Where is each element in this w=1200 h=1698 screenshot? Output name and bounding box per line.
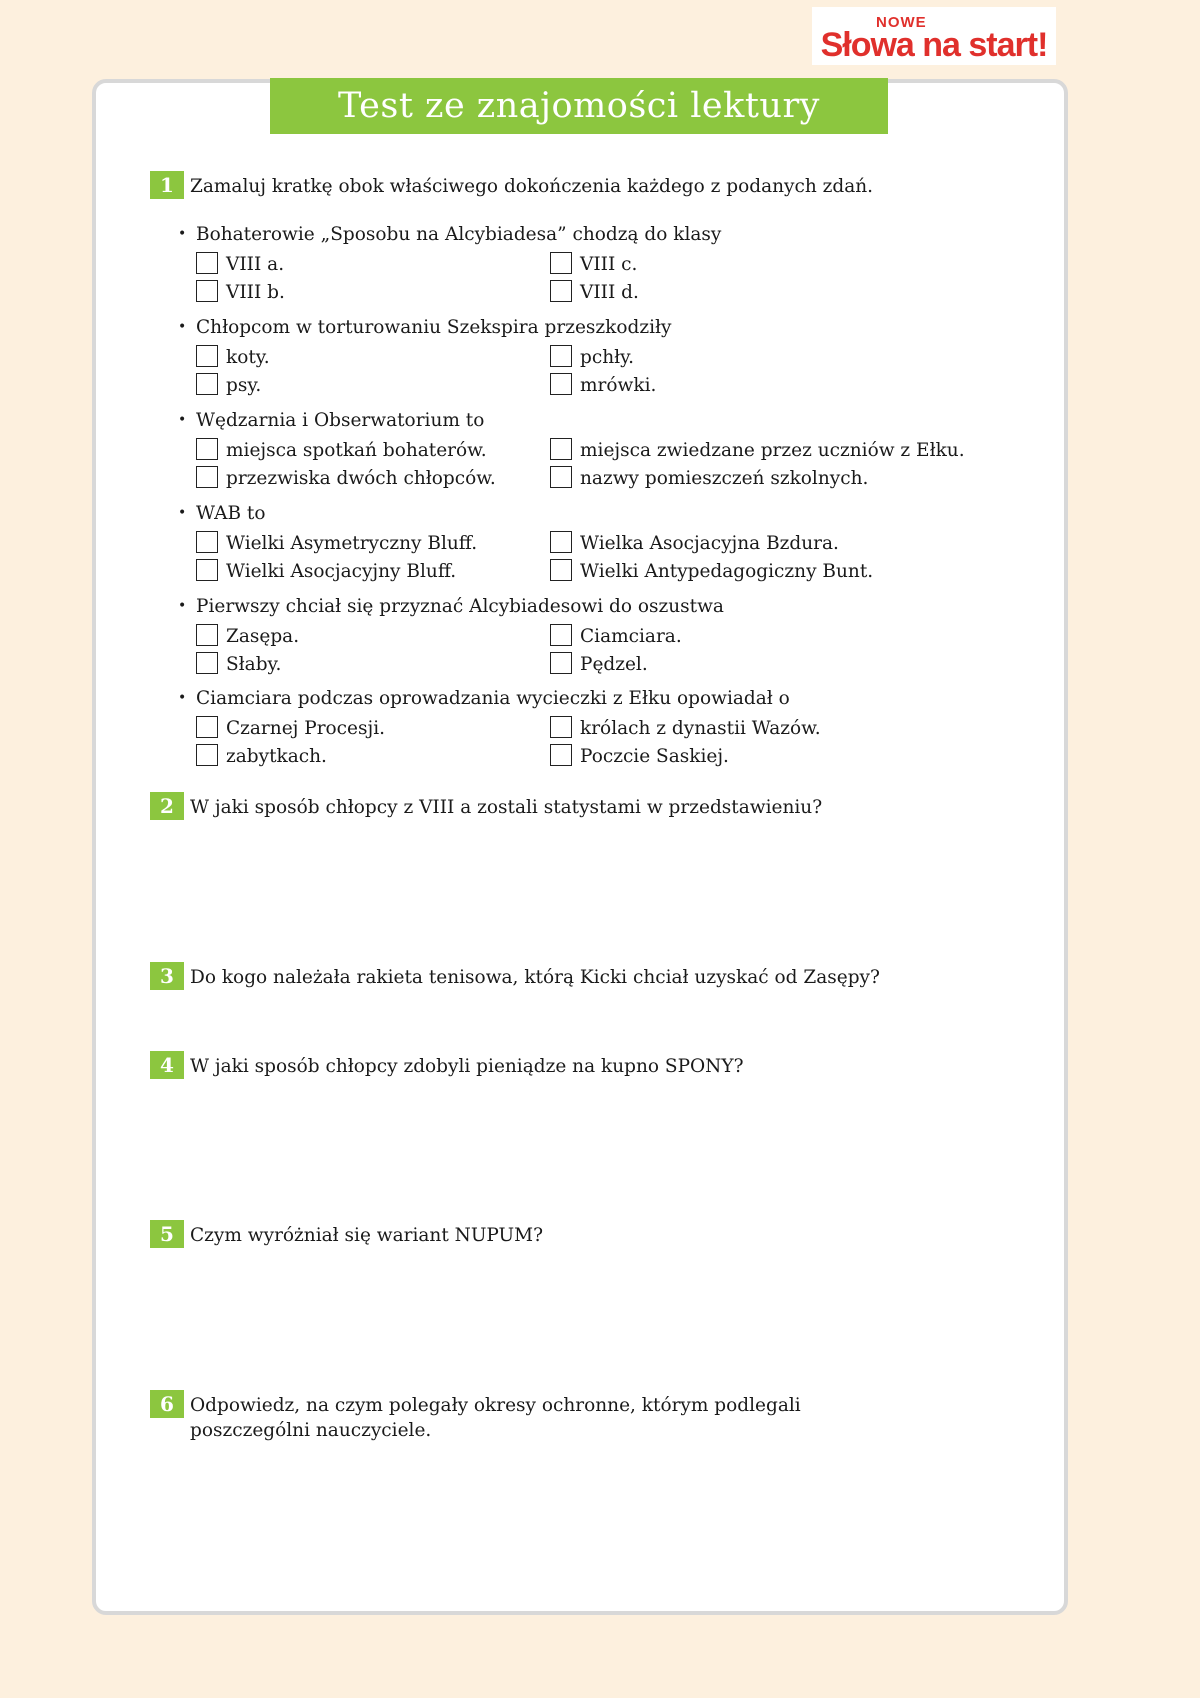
checkbox-icon[interactable] — [196, 716, 218, 738]
question-number-1: 1 — [150, 171, 184, 199]
checkbox-option[interactable]: Zasępa. — [196, 624, 299, 650]
bullet-icon: • — [178, 319, 187, 335]
choice-stem: • Pierwszy chciał się przyznać Alcybiadesowi do oszustwa — [178, 596, 724, 617]
checkbox-icon[interactable] — [196, 466, 218, 488]
question-number-5: 5 — [150, 1220, 184, 1248]
checkbox-option[interactable]: Ciamciara. — [550, 624, 682, 650]
logo-nowe-text: NOWE — [876, 14, 927, 31]
checkbox-option[interactable]: VIII b. — [196, 280, 285, 306]
checkbox-option[interactable]: VIII d. — [550, 280, 639, 306]
checkbox-icon[interactable] — [550, 280, 572, 302]
checkbox-option[interactable]: przezwiska dwóch chłopców. — [196, 466, 496, 492]
choice-stem: • Chłopcom w torturowaniu Szekspira przeszkodziły — [178, 317, 672, 338]
checkbox-option[interactable]: miejsca zwiedzane przez uczniów z Ełku. — [550, 438, 965, 464]
logo-main-text: Słowa na start! — [820, 26, 1048, 64]
checkbox-option[interactable]: Wielka Asocjacyjna Bzdura. — [550, 531, 839, 557]
checkbox-option[interactable]: Czarnej Procesji. — [196, 716, 385, 742]
checkbox-option[interactable]: królach z dynastii Wazów. — [550, 716, 821, 742]
choice-stem: • Ciamciara podczas oprowadzania wycieczki z Ełku opowiadał o — [178, 688, 790, 709]
question-number-4: 4 — [150, 1051, 184, 1079]
choice-stem: • WAB to — [178, 503, 266, 524]
choice-group-1 — [178, 222, 998, 308]
checkbox-option[interactable]: koty. — [196, 345, 270, 371]
checkbox-option[interactable]: psy. — [196, 373, 261, 399]
checkbox-icon[interactable] — [196, 252, 218, 274]
checkbox-option[interactable]: miejsca spotkań bohaterów. — [196, 438, 487, 464]
checkbox-icon[interactable] — [196, 531, 218, 553]
question-text-5: Czym wyróżniał się wariant NUPUM? — [190, 1225, 544, 1246]
bullet-icon: • — [178, 412, 187, 428]
checkbox-icon[interactable] — [196, 624, 218, 646]
test-sheet — [92, 79, 1068, 1615]
bullet-icon: • — [178, 226, 187, 242]
publisher-logo — [812, 7, 1056, 65]
checkbox-icon[interactable] — [196, 373, 218, 395]
choice-group-6 — [178, 686, 998, 772]
question-number-2: 2 — [150, 792, 184, 820]
question-text-2: W jaki sposób chłopcy z VIII a zostali statystami w przedstawieniu? — [190, 797, 823, 818]
checkbox-icon[interactable] — [550, 744, 572, 766]
question-text-1: Zamaluj kratkę obok właściwego dokończenia każdego z podanych zdań. — [190, 176, 874, 197]
checkbox-icon[interactable] — [550, 559, 572, 581]
choice-stem: • Wędzarnia i Obserwatorium to — [178, 410, 485, 431]
checkbox-option[interactable]: zabytkach. — [196, 744, 327, 770]
checkbox-icon[interactable] — [550, 624, 572, 646]
checkbox-option[interactable]: mrówki. — [550, 373, 656, 399]
choice-group-3 — [178, 408, 998, 494]
choice-group-2 — [178, 315, 998, 401]
choice-group-4 — [178, 501, 998, 587]
question-text-4: W jaki sposób chłopcy zdobyli pieniądze na kupno SPONY? — [190, 1056, 744, 1077]
question-number-6: 6 — [150, 1390, 184, 1418]
checkbox-option[interactable]: Poczcie Saskiej. — [550, 744, 729, 770]
checkbox-icon[interactable] — [550, 716, 572, 738]
page-title: Test ze znajomości lektury — [270, 78, 888, 134]
choice-stem: • Bohaterowie „Sposobu na Alcybiadesa” chodzą do klasy — [178, 224, 722, 245]
choice-group-5 — [178, 594, 998, 680]
checkbox-option[interactable]: Wielki Antypedagogiczny Bunt. — [550, 559, 873, 585]
checkbox-icon[interactable] — [196, 438, 218, 460]
checkbox-option[interactable]: VIII c. — [550, 252, 637, 278]
checkbox-icon[interactable] — [550, 345, 572, 367]
checkbox-icon[interactable] — [550, 466, 572, 488]
checkbox-option[interactable]: nazwy pomieszczeń szkolnych. — [550, 466, 868, 492]
checkbox-icon[interactable] — [196, 744, 218, 766]
checkbox-option[interactable]: Pędzel. — [550, 652, 648, 678]
checkbox-option[interactable]: Wielki Asocjacyjny Bluff. — [196, 559, 456, 585]
checkbox-icon[interactable] — [550, 652, 572, 674]
checkbox-icon[interactable] — [550, 252, 572, 274]
question-number-3: 3 — [150, 962, 184, 990]
checkbox-option[interactable]: Słaby. — [196, 652, 281, 678]
checkbox-icon[interactable] — [550, 373, 572, 395]
checkbox-icon[interactable] — [550, 531, 572, 553]
question-text-6-line-1: Odpowiedz, na czym polegały okresy ochronne, którym podlegali — [190, 1395, 801, 1416]
bullet-icon: • — [178, 505, 187, 521]
bullet-icon: • — [178, 690, 187, 706]
question-text-6-line-2: poszczególni nauczyciele. — [190, 1420, 432, 1441]
checkbox-icon[interactable] — [196, 652, 218, 674]
checkbox-icon[interactable] — [550, 438, 572, 460]
checkbox-icon[interactable] — [196, 559, 218, 581]
checkbox-option[interactable]: Wielki Asymetryczny Bluff. — [196, 531, 477, 557]
question-text-3: Do kogo należała rakieta tenisowa, którą Kicki chciał uzyskać od Zasępy? — [190, 967, 880, 988]
checkbox-option[interactable]: VIII a. — [196, 252, 284, 278]
bullet-icon: • — [178, 598, 187, 614]
checkbox-icon[interactable] — [196, 345, 218, 367]
checkbox-icon[interactable] — [196, 280, 218, 302]
checkbox-option[interactable]: pchły. — [550, 345, 634, 371]
